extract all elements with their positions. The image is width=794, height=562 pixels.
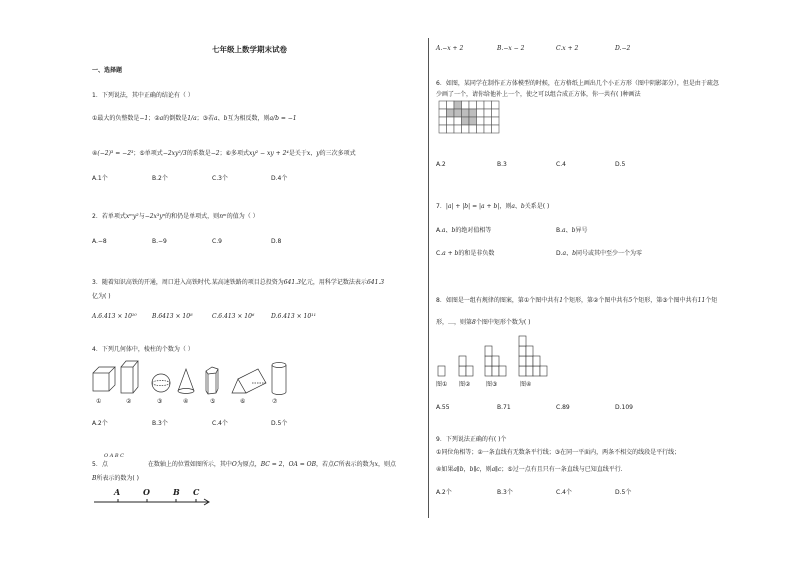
q2-s-g: 的值为（ ） — [226, 213, 259, 220]
q8-option-b[interactable]: B.71 — [497, 404, 511, 411]
q1-l1-c: ；② — [148, 115, 160, 122]
q9-l2-e: ，则 — [479, 466, 492, 473]
grid-cell — [484, 101, 492, 109]
numline-label-o: O — [143, 487, 150, 497]
grid-cell — [492, 117, 500, 125]
grid-cell — [447, 101, 455, 109]
q1-option-d[interactable]: D.4个 — [271, 175, 288, 182]
q8-l1-a: 8．如图是一组有规律的图案，第①个图中共有 — [436, 297, 560, 304]
q4-solids-figure — [88, 357, 298, 407]
q3-stem-line2: 亿为( ) — [92, 293, 111, 300]
q7-s-e: 关系是( ) — [524, 203, 550, 210]
pattern-4 — [519, 336, 547, 376]
section-heading: 一、选择题 — [92, 67, 123, 74]
q1-line2 — [92, 150, 356, 158]
q6-stem-line2: 少画了一个，请你给他补上一个，使之可以组合成正方体，你一共有( )种画法 — [436, 91, 641, 98]
q3-s-b: 641.3 — [283, 279, 301, 286]
numline-label-c: C — [193, 487, 200, 497]
q2-s-d: −2x³yⁿ — [144, 213, 166, 220]
q1-l2-b: (−2)³ = −2³ — [97, 150, 134, 157]
q1-l1-d: a — [159, 115, 164, 122]
solid-5-prism — [206, 367, 218, 394]
q5-s-b: 在数轴上的位置如图所示，其中 — [147, 461, 232, 468]
grid-cell — [477, 117, 485, 125]
q1-l2-f: −2 — [210, 150, 220, 157]
q7-c-1: C. — [436, 250, 443, 257]
q9-l2-f: a∥c — [491, 466, 502, 473]
q8-l1-d: 5 — [628, 297, 633, 304]
q5-s-a: 5．点 — [92, 461, 108, 468]
solid-3-sphere — [152, 374, 170, 392]
q8-l1-c: 个矩形，第②个图中共有 — [563, 297, 629, 304]
grid-cell-shaded — [454, 101, 462, 109]
q7-a-2: a、b — [441, 227, 456, 234]
q5-stem-line2 — [92, 475, 139, 483]
q1-l1-h: a、b — [214, 115, 228, 122]
solid-4-cone — [178, 369, 194, 394]
q5-s-k: x — [374, 461, 379, 468]
q8-l2-c: 个图中矩形个数为( ) — [475, 319, 531, 326]
q8-l1-f: 11 — [697, 297, 706, 304]
q2-s-c: 与 — [138, 213, 145, 220]
pattern-3 — [485, 346, 506, 376]
q2-s-e: 的和仍是单项式，则 — [165, 213, 220, 220]
q7-s-d: a、b — [511, 203, 525, 210]
grid-cell-shaded — [469, 109, 477, 117]
q5-s-j: 所表示的数为 — [338, 461, 375, 468]
q3-s-a: 3．随着知识高铁的开通，周口进入高铁时代.某高速铁路的项目总投资为 — [92, 279, 284, 286]
q1-l2-h: xy² − xy + 2⁴ — [248, 150, 289, 157]
q1-l2-d: −2xy²/3 — [162, 150, 187, 157]
q7-option-c[interactable] — [436, 250, 494, 258]
grid-cell — [439, 117, 447, 125]
grid-cell-shaded — [462, 117, 470, 125]
q9-option-a[interactable]: A.2个 — [436, 489, 452, 496]
q4-option-c[interactable]: C.4个 — [212, 420, 228, 427]
q9-stem: 9．下列说法正确的有( )个 — [436, 436, 507, 443]
grid-cell — [477, 109, 485, 117]
pattern-label-1: 图① — [436, 381, 448, 388]
q8-option-d[interactable]: D.109 — [615, 404, 633, 411]
q1-l1-f: 1/a — [187, 115, 197, 122]
q5-s-l: ，则点 — [378, 461, 397, 468]
grid-cell — [469, 125, 477, 133]
q7-b-1: B. — [556, 227, 563, 234]
grid-cell — [484, 109, 492, 117]
q2-option-c[interactable]: C.9 — [212, 238, 222, 245]
grid-cell — [492, 101, 500, 109]
q8-option-a[interactable]: A.55 — [436, 404, 450, 411]
q8-l1-e: 个矩形，第③个图中共有 — [632, 297, 698, 304]
q9-line1: ①同位角相等；②一条直线有无数条平行线；③在同一平面内，两条不相交的线段是平行线； — [436, 449, 681, 456]
q5-s-h: ，若点 — [316, 461, 335, 468]
grid-cell-shaded — [462, 109, 470, 117]
q6-option-b[interactable]: B.3 — [497, 161, 507, 168]
solid-label-3: ③ — [157, 398, 163, 405]
q2-s-a: 2．若单项式 — [92, 213, 126, 220]
q7-d-2: a、b — [562, 250, 576, 257]
q7-option-d[interactable] — [556, 250, 642, 258]
grid-cell — [484, 117, 492, 125]
q1-line1 — [92, 115, 297, 123]
pattern-label-4: 图④ — [520, 381, 532, 388]
q9-l2-g: ；⑤过一点有且只有一条直线与已知直线平行. — [501, 466, 623, 473]
q4-option-a[interactable]: A.2个 — [92, 420, 108, 427]
q5-s-d: 为原点， — [236, 461, 261, 468]
solid-label-4: ④ — [183, 398, 189, 405]
grid-cell-shaded — [447, 109, 455, 117]
q1-option-c[interactable]: C.3个 — [212, 175, 228, 182]
solid-6-triangular-prism — [232, 369, 266, 393]
q8-l1-b: 1 — [559, 297, 564, 304]
q5-s-g: OA = OB — [288, 461, 316, 468]
q5-s-i: C — [334, 461, 339, 468]
q1-l1-g: ；③若 — [196, 115, 215, 122]
q7-d-3: 同号或其中至少一个为零 — [575, 250, 642, 257]
q9-option-c[interactable]: C.4个 — [556, 489, 572, 496]
q4-stem: 4．下列几何体中，棱柱的个数为（ ） — [92, 346, 194, 353]
q3-s-d: 641.3 — [366, 279, 385, 286]
q3-option-a[interactable]: A.6.413 × 10¹⁰ — [92, 313, 137, 320]
q7-a-1: A. — [436, 227, 442, 234]
q1-l2-k: 的三次多项式 — [319, 150, 356, 157]
grid-cell — [439, 109, 447, 117]
q2-s-f: nᵐ — [219, 213, 227, 220]
q1-l2-j: x、y — [306, 150, 320, 157]
solid-label-5: ⑤ — [210, 398, 216, 405]
q1-l1-j: a/b = −1 — [269, 115, 297, 122]
page-title: 七年级上数学期末试卷 — [212, 45, 287, 54]
q3-option-d[interactable]: D.6.413 × 10¹¹ — [271, 313, 316, 320]
q7-s-b: |a| + |b| = |a + b| — [445, 203, 500, 210]
solid-label-6: ⑥ — [240, 398, 246, 405]
q1-stem: 1．下列说法，其中正确的结论有（ ） — [92, 92, 194, 99]
q5-s-c: O — [231, 461, 237, 468]
q8-stem-line1 — [436, 297, 717, 305]
grid-cell — [477, 101, 485, 109]
q7-option-a[interactable] — [436, 227, 491, 235]
q1-l2-e: 的系数是 — [186, 150, 211, 157]
q7-b-3: 异号 — [575, 227, 588, 234]
q9-l2-a: ④如果 — [436, 466, 454, 473]
q1-option-b[interactable]: B.2个 — [152, 175, 168, 182]
pattern-label-3: 图③ — [486, 381, 498, 388]
q8-l2-a: 形，…，则第 — [436, 319, 473, 326]
q8-stem-line2 — [436, 319, 530, 327]
q8-l1-g: 个矩 — [705, 297, 718, 304]
q5-s-f: ， — [282, 461, 289, 468]
q5-option-c[interactable]: C.x + 2 — [556, 45, 579, 52]
solid-label-2: ② — [126, 398, 132, 405]
q3-option-b[interactable]: B.6413 × 10⁸ — [152, 313, 193, 320]
q7-c-2: a + b — [442, 250, 459, 257]
grid-cell — [454, 117, 462, 125]
q5-points-label: O A B C — [104, 453, 124, 459]
q1-l1-b: −1 — [139, 115, 149, 122]
q6-option-a[interactable]: A.2 — [436, 161, 446, 168]
q2-option-b[interactable]: B.−9 — [152, 238, 167, 245]
q1-l2-i: 是关于 — [288, 150, 307, 157]
q8-pattern-figure — [436, 328, 556, 380]
grid-cell — [447, 117, 455, 125]
grid-cell — [454, 125, 462, 133]
q2-option-a[interactable]: A.−8 — [92, 238, 107, 245]
q1-l2-a: ④ — [92, 150, 98, 157]
q4-option-b[interactable]: B.3个 — [152, 420, 168, 427]
q6-option-c[interactable]: C.4 — [556, 161, 566, 168]
grid-cell — [492, 125, 500, 133]
q1-option-a[interactable]: A.1个 — [92, 175, 108, 182]
q5-l2-b: 所表示的数为( ) — [96, 475, 140, 482]
column-divider — [428, 38, 429, 518]
pattern-label-2: 图② — [459, 381, 471, 388]
grid-cell — [477, 125, 485, 133]
q3-stem — [92, 279, 384, 287]
q1-l2-c: ；⑤单项式 — [133, 150, 163, 157]
q6-option-d[interactable]: D.5 — [615, 161, 626, 168]
q9-option-d[interactable]: D.5个 — [615, 489, 632, 496]
solid-7-cylinder — [272, 363, 286, 395]
q6-grid-figure — [438, 100, 500, 134]
q5-option-a[interactable]: A.−x + 2 — [436, 45, 464, 52]
q7-stem — [436, 203, 549, 211]
q5-stem — [92, 461, 396, 469]
q4-option-d[interactable]: D.5个 — [271, 420, 288, 427]
grid-cell — [492, 109, 500, 117]
q9-option-b[interactable]: B.3个 — [497, 489, 513, 496]
q3-s-c: 亿元，用科学记数法表示 — [300, 279, 367, 286]
q2-s-b: xᵐy² — [125, 213, 139, 220]
grid-cell-shaded — [454, 109, 462, 117]
grid-cell — [447, 125, 455, 133]
numline-label-a: A — [114, 487, 121, 497]
grid-cell — [439, 125, 447, 133]
grid-cell-shaded — [469, 117, 477, 125]
q7-c-3: 的和是非负数 — [458, 250, 495, 257]
pattern-1 — [438, 366, 445, 376]
pattern-2 — [459, 356, 473, 376]
q9-l2-d: b∥c — [469, 466, 480, 473]
q7-b-2: a、b — [562, 227, 576, 234]
q3-option-c[interactable]: C.6.413 × 10⁶ — [212, 313, 255, 320]
grid-cell — [469, 101, 477, 109]
q7-option-b[interactable] — [556, 227, 587, 235]
q8-option-c[interactable]: C.89 — [556, 404, 570, 411]
solid-label-7: ⑦ — [272, 398, 278, 405]
solid-1-cube — [93, 367, 115, 391]
grid-cell — [439, 101, 447, 109]
q9-line2 — [436, 466, 623, 474]
q9-l2-b: a∥b — [453, 466, 464, 473]
q6-stem-line1: 6．如图，某同学在制作正方体模型的时候，在方格纸上画出几个小正方形（图中阴影部分），但是由于疏忽 — [436, 80, 719, 87]
q9-l2-c: ， — [463, 466, 470, 473]
q7-d-1: D. — [556, 250, 563, 257]
q2-option-d[interactable]: D.8 — [271, 238, 282, 245]
q2-stem — [92, 213, 259, 221]
q7-s-c: ，则 — [499, 203, 512, 210]
numline-label-b: B — [173, 487, 180, 497]
grid-cell — [462, 101, 470, 109]
q7-s-a: 7． — [436, 203, 446, 210]
q1-l1-i: 互为相反数，则 — [227, 115, 270, 122]
q1-l1-e: 的倒数是 — [163, 115, 188, 122]
q7-a-3: 的绝对值相等 — [455, 227, 492, 234]
solid-2-prism — [121, 361, 138, 393]
q5-option-d[interactable]: D.−2 — [615, 45, 631, 52]
grid-cell — [484, 125, 492, 133]
q5-option-b[interactable]: B.−x − 2 — [497, 45, 525, 52]
grid-cell — [462, 125, 470, 133]
q5-s-e: BC = 2 — [260, 461, 283, 468]
q1-l1-a: ①最大的负整数是 — [92, 115, 140, 122]
q1-l2-g: ；⑥多项式 — [219, 150, 249, 157]
q8-l2-b: 8 — [472, 319, 476, 326]
q5-l2-a: B — [92, 475, 97, 482]
solid-label-1: ① — [96, 398, 102, 405]
